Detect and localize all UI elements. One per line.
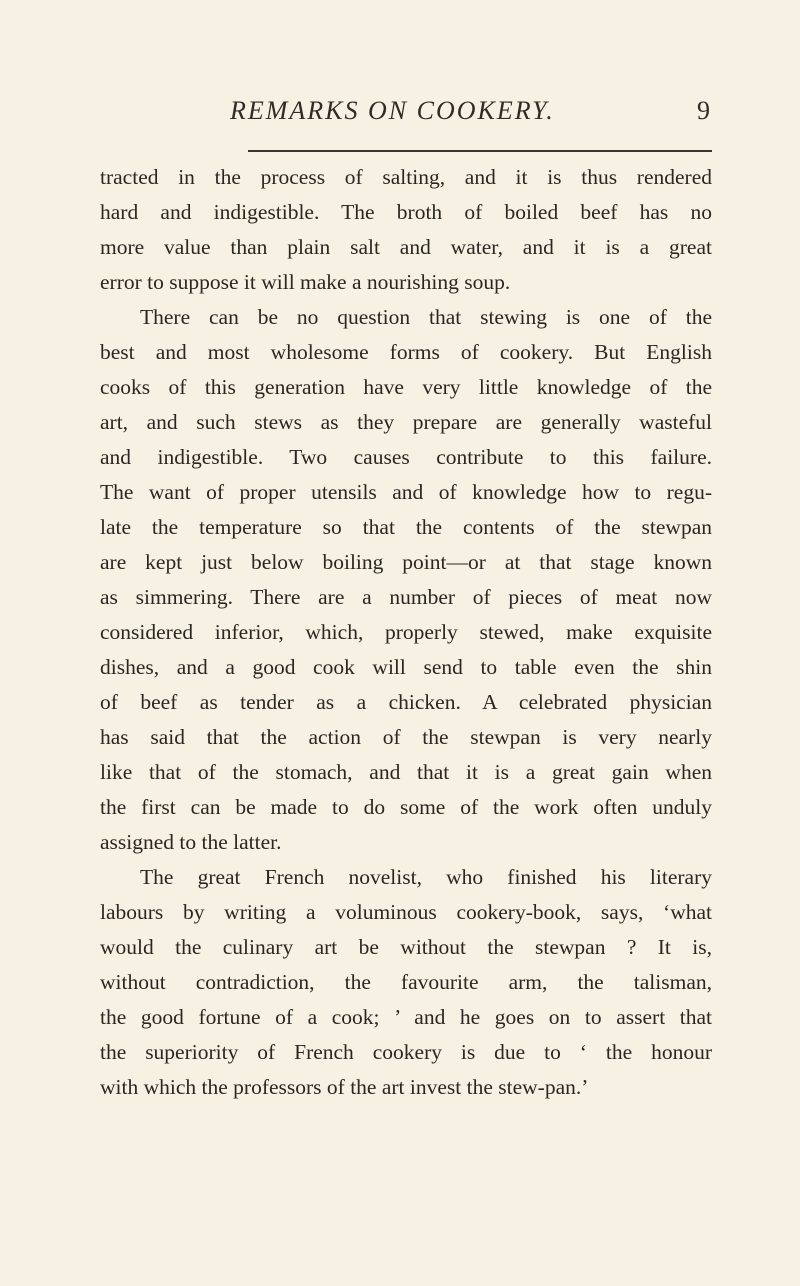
text-line: as simmering. There are a number of pieces of meat now <box>100 585 712 609</box>
text-line: the first can be made to do some of the work often unduly <box>100 795 712 819</box>
text-line: dishes, and a good cook will send to table even the shin <box>100 655 712 679</box>
text-line: The great French novelist, who finished his literary <box>140 865 712 889</box>
running-head-title: REMARKS ON COOKERY. <box>230 96 555 125</box>
text-line: like that of the stomach, and that it is a great gain when <box>100 760 712 784</box>
text-line: late the temperature so that the contents of the stewpan <box>100 515 712 539</box>
text-line: without contradiction, the favourite arm, the talisman, <box>100 970 712 994</box>
header-rule <box>248 150 712 152</box>
text-line: considered inferior, which, properly stewed, make exquisite <box>100 620 712 644</box>
text-line: cooks of this generation have very little knowledge of the <box>100 375 712 399</box>
text-line: with which the professors of the art invest the stew-pan.’ <box>100 1075 589 1099</box>
text-line: best and most wholesome forms of cookery. But English <box>100 340 712 364</box>
text-line: the superiority of French cookery is due to ‘ the honour <box>100 1040 712 1064</box>
text-line: the good fortune of a cook; ’ and he goes on to assert that <box>100 1005 712 1029</box>
body-text <box>100 160 712 1105</box>
text-line: hard and indigestible. The broth of boiled beef has no <box>100 200 712 224</box>
text-line: The want of proper utensils and of knowledge how to regu- <box>100 480 712 504</box>
text-line: would the culinary art be without the stewpan ? It is, <box>100 935 712 959</box>
running-head <box>0 96 800 136</box>
text-line: of beef as tender as a chicken. A celebrated physician <box>100 690 712 714</box>
text-line: has said that the action of the stewpan is very nearly <box>100 725 712 749</box>
text-line: error to suppose it will make a nourishing soup. <box>100 270 511 294</box>
text-line: There can be no question that stewing is one of the <box>140 305 712 329</box>
text-line: more value than plain salt and water, and it is a great <box>100 235 712 259</box>
text-line: assigned to the latter. <box>100 830 282 854</box>
text-line: are kept just below boiling point—or at that stage known <box>100 550 712 574</box>
text-line: labours by writing a voluminous cookery-book, says, ‘what <box>100 900 712 924</box>
text-line: tracted in the process of salting, and it is thus rendered <box>100 165 712 189</box>
page-number: 9 <box>697 96 710 125</box>
text-line: and indigestible. Two causes contribute to this failure. <box>100 445 712 469</box>
text-line: art, and such stews as they prepare are generally wasteful <box>100 410 712 434</box>
